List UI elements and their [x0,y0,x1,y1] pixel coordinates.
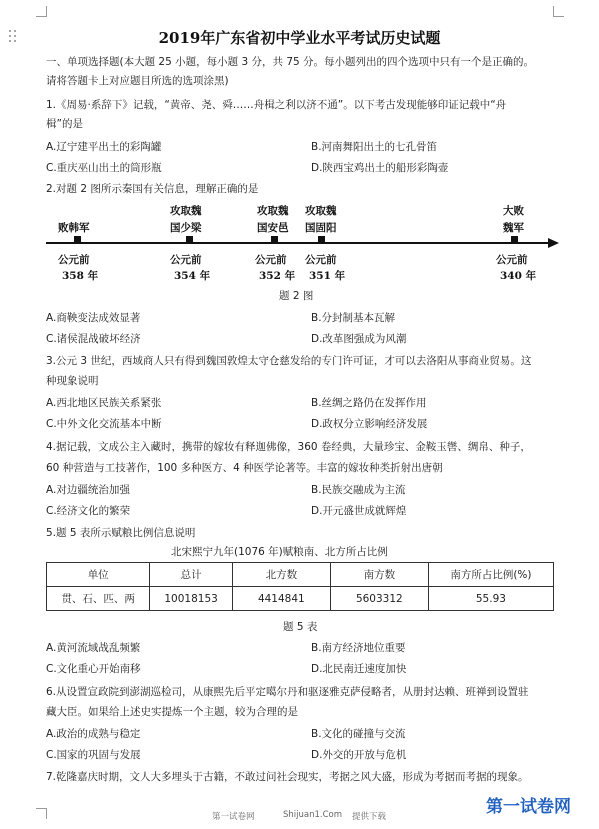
table-header-cell: 总计 [150,563,232,587]
timeline-tick-5 [511,236,518,243]
table-header-row [47,563,554,587]
question-4-stem-line-2: 60 种营造与工技著作，100 多种医方、4 种医学论著等。丰富的嫁妆种类折射出唐朝 [46,462,443,474]
question-6-option-c: C.国家的巩固与发展 [46,749,141,761]
question-6-stem-line-1: 6.从设置宣政院到澎湖巡检司，从康熙先后平定噶尔丹和驱逐雅克萨侵略者，从册封达赖、班禅到设置驻 [46,686,529,698]
question-4-stem-line-1: 4.据记载，文成公主入藏时，携带的嫁妆有释迦佛像，360 卷经典，大量珍宝、金鞍玉辔、绸帛、种子， [46,441,531,453]
question-6-option-d: D.外交的开放与危机 [311,749,407,761]
timeline-event-2-label-line-2: 国少梁 [170,222,202,234]
question-5-option-b: B.南方经济地位重要 [311,642,406,654]
table-header-cell: 南方数 [330,563,428,587]
question-3-option-b: B.丝绸之路仍在发挥作用 [311,397,427,409]
section-intro-line-2: 请将答题卡上对应题目所选的选项涂黑) [46,75,229,87]
timeline-event-3-year-line-2: 352 年 [259,270,296,282]
table-cell: 5603312 [330,587,428,611]
timeline-event-4-year-line-2: 351 年 [309,270,346,282]
question-4-option-a: A.对边疆统治加强 [46,484,130,496]
table-header-cell: 南方所占比例(%) [428,563,553,587]
timeline-arrow-icon [548,238,559,248]
table-row [47,587,554,611]
question-1-option-c: C.重庆巫山出土的筒形瓶 [46,162,162,174]
timeline-event-5-year-line-1: 公元前 [496,254,528,266]
question-3-stem-line-1: 3.公元 3 世纪，西域商人只有得到魏国敦煌太守仓慈发给的专门许可证，才可以去洛阳从事商业贸易。这 [46,355,532,367]
timeline-event-4-label-line-1: 攻取魏 [305,205,337,217]
timeline-event-3-label-line-2: 国安邑 [257,222,289,234]
table-title: 北宋熙宁九年(1076 年)赋粮南、北方所占比例 [171,546,388,558]
question-2-option-b: B.分封制基本瓦解 [311,312,396,324]
question-7-stem: 7.乾隆嘉庆时期，文人大多埋头于古籍，不敢过问社会现实，考据之风大盛，形成为考据而考据的现象。 [46,771,529,783]
timeline-event-3-label-line-1: 攻取魏 [257,205,289,217]
timeline-event-5-label-line-1: 大败 [503,205,524,217]
corner-mark-bottom-left [36,808,47,819]
question-2-option-a: A.商鞅变法成效显著 [46,312,141,324]
question-5-stem: 5.题 5 表所示赋粮比例信息说明 [46,527,196,539]
question-3-option-a: A.西北地区民族关系紧张 [46,397,162,409]
timeline-event-2-year-line-1: 公元前 [170,254,202,266]
timeline-tick-4 [318,236,325,243]
question-2-stem: 2.对题 2 图所示秦国有关信息，理解正确的是 [46,183,259,195]
footer-source-left: 第一试卷网 [212,812,255,822]
question-4-option-b: B.民族交融成为主流 [311,484,406,496]
question-1-option-d: D.陕西宝鸡出土的船形彩陶壶 [311,162,449,174]
question-4-option-d: D.开元盛世成就辉煌 [311,505,407,517]
footer-source-site: Shijuan1.Com [283,810,343,820]
question-3-stem-line-2: 种现象说明 [46,375,99,387]
timeline-event-1-year-line-1: 公元前 [58,254,90,266]
question-3-option-d: D.政权分立影响经济发展 [311,418,428,430]
question-3-option-c: C.中外文化交流基本中断 [46,418,162,430]
question-1-option-a: A.辽宁建平出土的彩陶罐 [46,141,162,153]
question-1-stem-line-2: 楫”的是 [46,118,83,130]
timeline-event-4-year-line-1: 公元前 [305,254,337,266]
table-cell: 贯、石、匹、两 [47,587,150,611]
timeline-event-5-year-line-2: 340 年 [500,270,537,282]
question-4-option-c: C.经济文化的繁荣 [46,505,131,517]
timeline-event-5-label-line-2: 魏军 [503,222,524,234]
timeline-event-1-year-line-2: 358 年 [62,270,99,282]
timeline-event-1-label: 败韩军 [58,222,90,234]
timeline-caption: 题 2 图 [279,290,314,302]
timeline-event-2-year-line-2: 354 年 [174,270,211,282]
corner-mark-top-left [36,6,47,17]
table-cell: 10018153 [150,587,232,611]
corner-mark-top-right [553,6,564,17]
footer-source-right: 提供下载 [352,812,387,822]
table-cell: 4414841 [232,587,330,611]
question-6-stem-line-2: 藏大臣。如果给上述史实提炼一个主题，较为合理的是 [46,706,298,718]
question-1-stem-line-1: 1.《周易·系辞下》记载，“黄帝、尧、舜……舟楫之利以济不通”。以下考古发现能够印证记载中“舟 [46,99,507,111]
question-2-option-d: D.改革图强成为风潮 [311,333,407,345]
timeline-event-3-year-line-1: 公元前 [255,254,287,266]
data-table [46,562,554,611]
timeline-tick-1 [74,236,81,243]
table-header-cell: 单位 [47,563,150,587]
timeline-event-4-label-line-2: 国固阳 [305,222,337,234]
timeline-tick-2 [186,236,193,243]
timeline-tick-3 [271,236,278,243]
question-5-option-d: D.北民南迁速度加快 [311,663,407,675]
table-cell: 55.93 [428,587,553,611]
table-header-cell: 北方数 [232,563,330,587]
question-5-option-c: C.文化重心开始南移 [46,663,141,675]
question-1-option-b: B.河南舞阳出土的七孔骨笛 [311,141,438,153]
section-intro-line-1: 一、单项选择题(本大题 25 小题，每小题 3 分，共 75 分。每小题列出的四个选项中只有一个是正确的。 [46,56,535,68]
watermark-brand-logo: 第一试卷网 [486,797,571,817]
question-2-option-c: C.诸侯混战破坏经济 [46,333,141,345]
page-title: 2019年广东省初中学业水平考试历史试题 [158,29,441,47]
question-6-option-b: B.文化的碰撞与交流 [311,728,406,740]
question-5-option-a: A.黄河流域战乱频繁 [46,642,141,654]
table-caption: 题 5 表 [283,621,318,633]
timeline-event-2-label-line-1: 攻取魏 [170,205,202,217]
question-6-option-a: A.政治的成熟与稳定 [46,728,141,740]
